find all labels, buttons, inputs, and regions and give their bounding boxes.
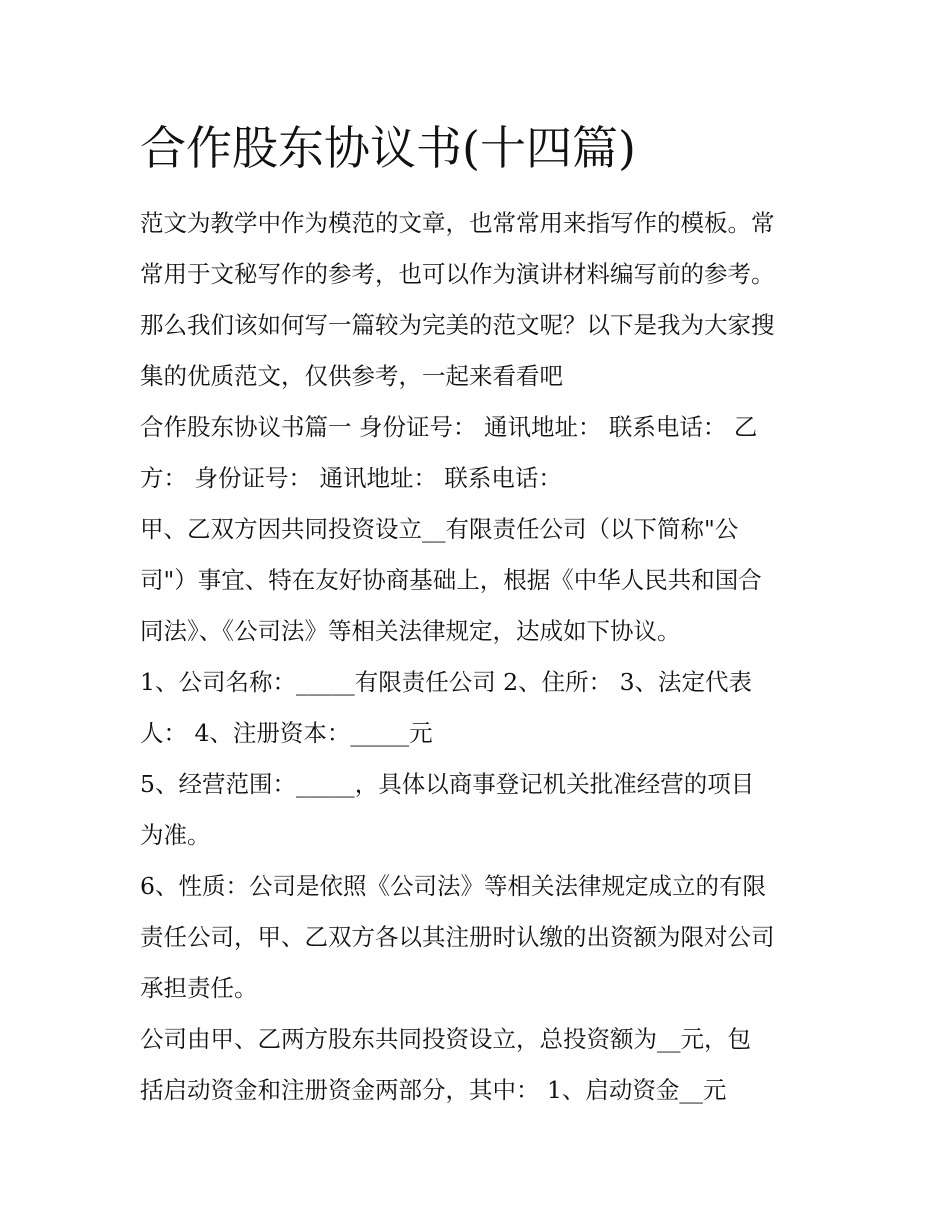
body-line: 司"）事宜、特在友好协商基础上，根据《中华人民共和国合 <box>140 566 762 594</box>
body-line: 集的优质范文，仅供参考，一起来看看吧 <box>140 362 563 390</box>
body-line: 人： 4、注册资本：_____元 <box>140 719 433 747</box>
body-line: 那么我们该如何写一篇较为完美的范文呢？以下是我为大家搜 <box>140 311 775 339</box>
document-title: 合作股东协议书(十四篇) <box>140 121 636 175</box>
body-line: 责任公司，甲、乙双方各以其注册时认缴的出资额为限对公司 <box>140 923 775 951</box>
body-line: 为准。 <box>140 821 211 849</box>
body-line: 承担责任。 <box>140 974 258 1002</box>
body-line: 甲、乙双方因共同投资设立__有限责任公司（以下简称"公 <box>140 515 739 543</box>
body-line: 方： 身份证号： 通讯地址： 联系电话： <box>140 464 562 492</box>
body-line: 同法》、《公司法》等相关法律规定，达成如下协议。 <box>140 617 681 645</box>
body-line: 常用于文秘写作的参考，也可以作为演讲材料编写前的参考。 <box>140 260 775 288</box>
body-line: 6、性质：公司是依照《公司法》等相关法律规定成立的有限 <box>140 872 766 900</box>
body-line: 括启动资金和注册资金两部分，其中： 1、启动资金__元 <box>140 1076 727 1104</box>
body-line: 合作股东协议书篇一 身份证号： 通讯地址： 联系电话： 乙 <box>140 413 758 441</box>
body-line: 范文为教学中作为模范的文章，也常常用来指写作的模板。常 <box>140 209 775 237</box>
body-line: 5、经营范围：_____，具体以商事登记机关批准经营的项目 <box>140 770 755 798</box>
body-line: 公司由甲、乙两方股东共同投资设立，总投资额为__元，包 <box>140 1025 751 1053</box>
body-line: 1、公司名称：_____有限责任公司 2、住所： 3、法定代表 <box>140 668 753 696</box>
